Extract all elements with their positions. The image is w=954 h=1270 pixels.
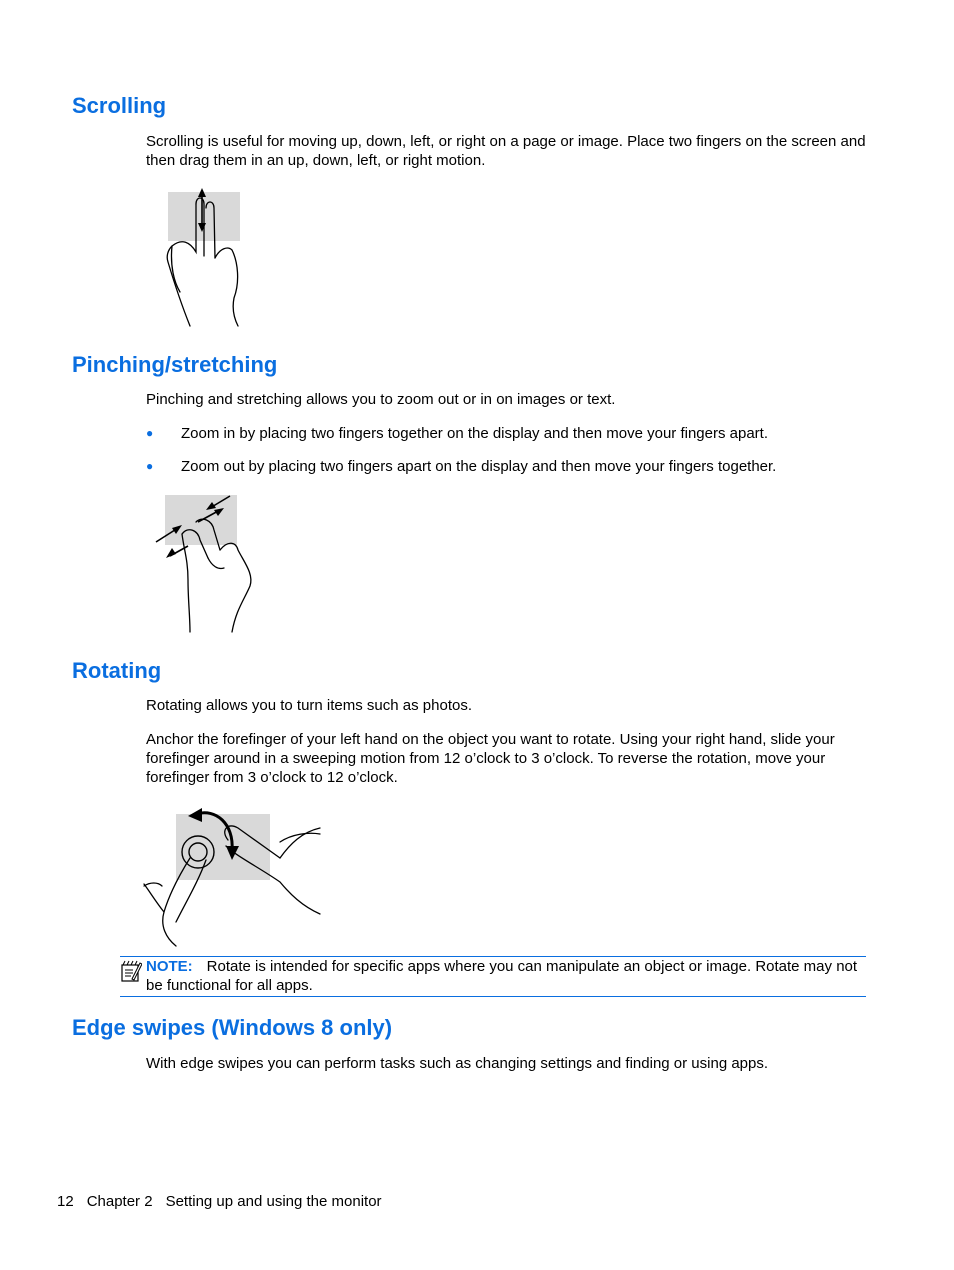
- pinch-gesture-illustration: [152, 490, 262, 634]
- heading-edge-swipes: Edge swipes (Windows 8 only): [72, 1015, 393, 1040]
- scrolling-gesture-illustration: [160, 186, 250, 328]
- note-text: [146, 957, 862, 995]
- bullet-zoom-out: Zoom out by placing two fingers apart on the display and then move your fingers together.: [181, 458, 777, 475]
- note-body: Rotate is intended for specific apps where you can manipulate an object or image. Rotate may not be functional for all apps.: [146, 958, 858, 994]
- pinching-description: Pinching and stretching allows you to zoom out or in on images or text.: [146, 391, 616, 408]
- note-label: NOTE:: [146, 958, 193, 975]
- rotating-description: Rotating allows you to turn items such as photos.: [146, 697, 473, 714]
- note-box: [120, 956, 866, 997]
- page-footer: [57, 1192, 395, 1211]
- heading-pinching-stretching: Pinching/stretching: [72, 352, 278, 377]
- edge-swipes-description: With edge swipes you can perform tasks such as changing settings and finding or using apps.: [146, 1055, 769, 1072]
- bullet-zoom-in: Zoom in by placing two fingers together on the display and then move your fingers apart.: [181, 425, 768, 442]
- bullet-marker: ●: [146, 459, 154, 473]
- chapter-label: Chapter 2: [86, 1193, 153, 1210]
- scrolling-description: Scrolling is useful for moving up, down, left, or right on a page or image. Place two fingers on the screen and then drag them in an up, down, left, or right motion.: [146, 133, 866, 169]
- heading-rotating: Rotating: [72, 658, 162, 683]
- chapter-title: Setting up and using the monitor: [165, 1193, 382, 1210]
- rotating-instructions: Anchor the forefinger of your left hand on the object you want to rotate. Using your right hand, slide your forefinger around in a sweeping motion from 12 o’clock to 3 o’clock. To reverse the rotation, move your forefinger from 3 o’clock to 12 o’clock.: [146, 731, 835, 786]
- page-number: 12: [57, 1193, 74, 1210]
- bullet-marker: ●: [146, 426, 154, 440]
- heading-scrolling: Scrolling: [72, 93, 167, 118]
- note-pad-icon: [120, 959, 142, 983]
- rotate-gesture-illustration: [140, 802, 324, 948]
